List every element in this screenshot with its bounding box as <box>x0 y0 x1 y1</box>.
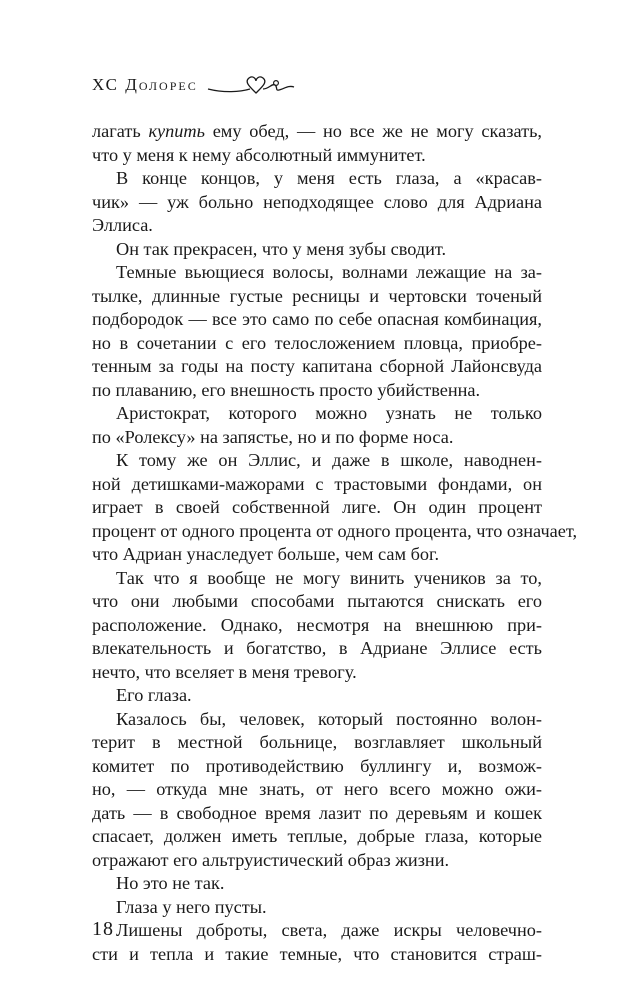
running-head <box>92 70 298 100</box>
text-line <box>92 238 542 262</box>
text-segment: тылке, длинные густые ресницы и чертовски точеный <box>92 285 542 306</box>
text-line <box>92 449 542 473</box>
text-segment: К тому же он Эллис, и даже в школе, наводнен- <box>116 450 542 470</box>
text-line <box>92 426 542 450</box>
text-segment: Темные вьющиеся волосы, волнами лежащие на за- <box>116 262 542 282</box>
text-line <box>92 872 542 896</box>
text-segment: Он так прекрасен, что у меня зубы сводит. <box>116 238 447 259</box>
heart-flourish-icon <box>206 72 298 98</box>
text-segment: ему обед, — но все же не могу сказать, <box>204 121 542 141</box>
text-line <box>92 520 578 544</box>
text-line <box>92 355 542 379</box>
text-segment: Глаза у него пусты. <box>116 896 267 917</box>
text-segment: сти и тепла и такие темные, что становится страш- <box>92 943 542 964</box>
text-segment: что Адриан унаследует больше, чем сам бог. <box>92 544 440 564</box>
text-segment: по плаванию, его внешность просто убийственна. <box>92 379 481 400</box>
text-segment: что у меня к нему абсолютный иммунитет. <box>92 144 426 165</box>
text-line <box>92 214 542 238</box>
text-line <box>92 802 542 826</box>
text-segment: дать — в свободное время лазит по деревьям и кошек <box>92 802 542 823</box>
text-line <box>92 496 542 520</box>
text-segment: Но это не так. <box>116 873 225 893</box>
text-segment: процент от одного процента от одного процента, что означает, <box>92 520 578 541</box>
text-line <box>92 637 542 661</box>
text-line <box>92 943 542 967</box>
text-segment: лагать <box>92 121 149 141</box>
text-line <box>92 167 542 191</box>
text-segment: тенным за годы на посту капитана сборной Лайонсвуда <box>92 356 542 376</box>
text-segment: что они любыми способами пытаются снискать его <box>92 591 542 611</box>
text-line <box>92 825 542 849</box>
text-line <box>92 332 542 356</box>
text-line <box>92 120 542 144</box>
text-line <box>92 778 542 802</box>
text-line <box>92 731 542 755</box>
text-line <box>92 144 542 168</box>
text-line <box>92 285 542 309</box>
text-line <box>92 567 542 591</box>
text-segment: Аристократ, которого можно узнать не только <box>116 403 542 423</box>
text-segment: В конце концов, у меня есть глаза, а «красав- <box>116 168 542 188</box>
text-line <box>92 661 542 685</box>
author-name: ХС Долорес <box>92 75 198 94</box>
text-line <box>92 379 542 403</box>
text-segment: ной детишками-мажорами с трастовыми фондами, он <box>92 473 542 494</box>
text-line <box>92 191 542 215</box>
text-line <box>92 543 542 567</box>
text-segment: терит в местной больнице, возглавляет школьный <box>92 732 542 752</box>
text-segment: Его глаза. <box>116 685 192 705</box>
text-segment: нечто, что вселяет в меня тревогу. <box>92 661 357 682</box>
text-line <box>92 896 542 920</box>
text-line <box>92 755 542 779</box>
text-segment: Казалось бы, человек, который постоянно волон- <box>116 708 542 729</box>
text-line <box>92 590 542 614</box>
text-segment: но в сочетании с его телосложением пловца, приобре- <box>92 332 542 353</box>
text-segment: Так что я вообще не могу винить учеников за то, <box>116 567 542 588</box>
text-line <box>92 919 542 943</box>
text-segment: расположение. Однако, несмотря на внешнюю при- <box>92 614 542 635</box>
text-line <box>92 614 542 638</box>
text-line <box>92 708 542 732</box>
body-text <box>92 120 578 966</box>
text-segment: чик» — уж больно неподходящее слово для Адриана <box>92 191 542 212</box>
text-line <box>92 684 542 708</box>
text-segment: влекательность и богатство, в Адриане Эллисе есть <box>92 638 542 658</box>
emphasis-text: купить <box>148 121 205 141</box>
text-segment: но, — откуда мне знать, от него всего можно ожи- <box>92 779 542 799</box>
text-line <box>92 261 542 285</box>
text-segment: играет в своей собственной лиге. Он один процент <box>92 497 542 517</box>
text-segment: по «Ролексу» на запястье, но и по форме носа. <box>92 426 454 447</box>
text-line <box>92 308 542 332</box>
page-number: 18 <box>92 918 114 940</box>
text-segment: комитет по противодействию буллингу и, возмож- <box>92 755 542 776</box>
text-segment: подбородок — все это само по себе опасная комбинация, <box>92 309 542 329</box>
text-segment: Лишены доброты, света, даже искры человечно- <box>116 920 542 940</box>
text-line <box>92 849 542 873</box>
text-line <box>92 402 542 426</box>
text-segment: спасает, должен иметь теплые, добрые глаза, которые <box>92 826 542 846</box>
text-line <box>92 473 542 497</box>
text-segment: отражают его альтруистический образ жизни. <box>92 849 450 870</box>
text-segment: Эллиса. <box>92 215 153 235</box>
